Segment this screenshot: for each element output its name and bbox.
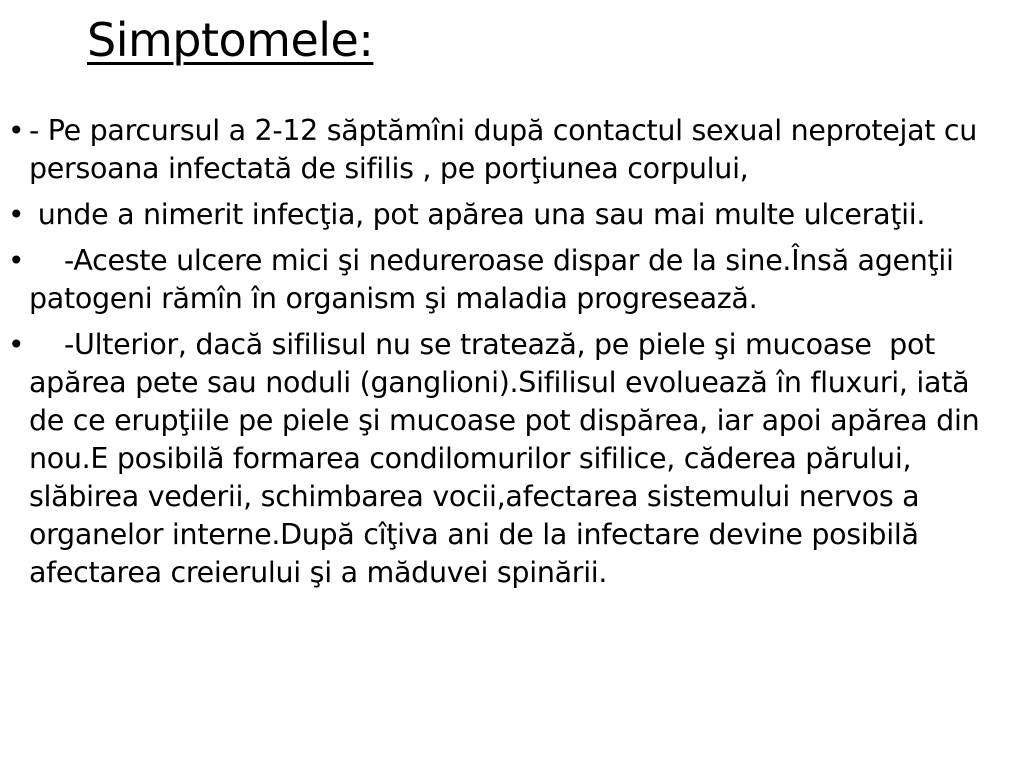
bullet-dot-icon: • [8,244,25,277]
bullet-list [0,112,1010,600]
bullet-text: -Ulterior, dacă sifilisul nu se tratează, pe piele şi mucoase pot apărea pete sau noduli (ganglioni).Sifilisul evoluează în fluxuri, iată de ce erupţiile pe piele şi mucoase pot dispărea, iar apoi apărea din nou.E posibilă formarea condilomurilor sifilice, căderea părului, slăbirea vederii, schimbarea vocii,afectarea sistemului nervos a organelor interne.După cîţiva ani de la infectare devine posibilă afectarea creierului şi a măduvei spinării. [29,328,989,589]
bullet-text: -Aceste ulcere mici şi nedureroase dispar de la sine.Însă agenţii patogeni rămîn în organism şi maladia progresează. [29,244,963,315]
bullet-item-2 [0,196,1010,234]
bullet-item-3 [0,242,1010,318]
slide-title: Simptomele: [87,13,374,67]
bullet-dot-icon: • [8,114,25,147]
bullet-dot-icon: • [8,198,25,231]
bullet-text: - Pe parcursul a 2-12 săptămîni după contactul sexual neprotejat cu persoana infectată de sifilis , pe porţiunea corpului, [29,114,986,185]
bullet-text: unde a nimerit infecţia, pot apărea una sau mai multe ulceraţii. [29,198,926,231]
bullet-dot-icon: • [8,328,25,361]
bullet-item-4 [0,326,1010,592]
bullet-item-1 [0,112,1010,188]
